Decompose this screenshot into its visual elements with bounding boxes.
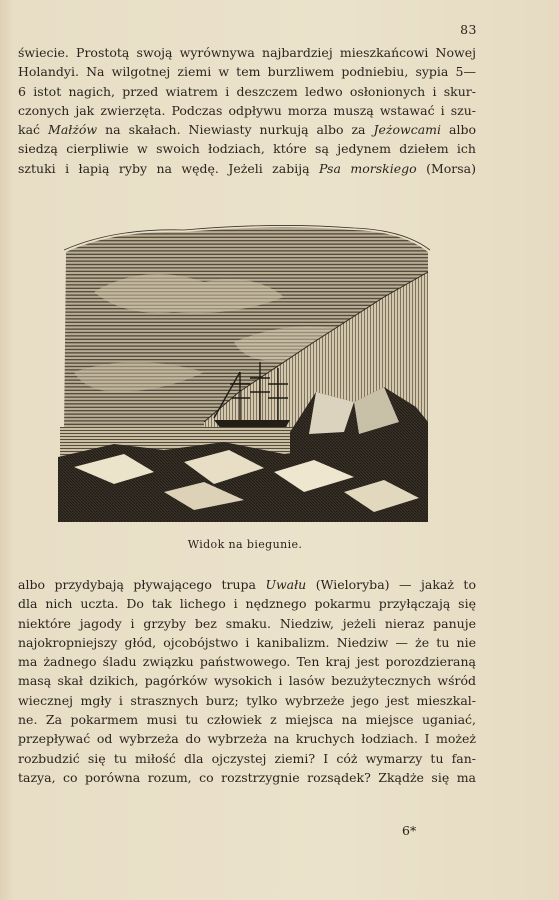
italic-term: Psa morskiego (318, 160, 417, 176)
polar-view-engraving (54, 222, 432, 524)
text-run: na skałach. Niewiasty nurkują albo za (97, 122, 374, 138)
text-run: albo (441, 122, 476, 138)
text-line (18, 614, 476, 633)
text-run: (Wieloryba) — jakaż to (306, 577, 476, 592)
italic-term: Uwału (265, 577, 307, 592)
illustration-caption: Widok na biegunie. (187, 538, 303, 551)
text-run: (Morsa) (416, 160, 476, 176)
italic-term: Małżów (48, 122, 98, 138)
text-line (18, 575, 476, 594)
text-run: masą skał dzikich, pagórków wysokich i lasów bezużytecznych wśród (18, 673, 476, 689)
text-run: 6 istot nagich, przed wiatrem i deszczem ledwo osłonionych i skur- (18, 83, 476, 99)
text-line (18, 101, 476, 120)
text-run: ne. Za pokarmem musi tu człowiek z miejsca na miejsce uganiać, (18, 712, 476, 728)
text-run: niektóre jagody i grzyby bez smaku. Niedziw, jeżeli nieraz panuje (18, 615, 476, 631)
text-run: czonych jak zwierzęta. Podczas odpływu morza muszą wstawać i szu- (18, 102, 476, 118)
text-run: wiecznej mgły i strasznych burz; tylko wybrzeże jego jest mieszkal- (18, 692, 476, 708)
text-line (18, 749, 476, 768)
text-run: tazya, co porówna rozum, co rozstrzygnie rozsądek? Zkądże się ma (18, 769, 476, 785)
text-line (18, 652, 476, 671)
text-run: kać (18, 122, 49, 138)
text-line (18, 633, 476, 652)
text-line (18, 671, 476, 690)
page-number: 83 (460, 22, 477, 37)
text-line (18, 62, 476, 81)
text-run: siedzą cierpliwie w swoich łodziach, które są jedynem dziełem ich (18, 141, 476, 157)
text-run: albo przydybają pływającego trupa (18, 577, 266, 592)
text-run: przepływać od wybrzeża do wybrzeża na kruchych łodziach. I możeż (18, 731, 476, 747)
italic-term: Jeżowcami (373, 122, 442, 138)
text-run: świecie. Prostotą swoją wyrównywa najbardziej mieszkańcowi Nowej (18, 45, 476, 60)
text-line (18, 43, 476, 62)
text-line (18, 82, 476, 101)
text-line (18, 120, 476, 139)
text-line (18, 139, 476, 158)
printer-signature: 6* (402, 823, 417, 838)
text-line (18, 710, 476, 729)
text-run: rozbudzić się tu miłość dla ojczystej ziemi? I cóż wymarzy tu fan- (18, 750, 476, 766)
text-line (18, 691, 476, 710)
paragraph-top (18, 43, 476, 178)
text-line (18, 729, 476, 748)
text-line (18, 768, 476, 787)
text-line (18, 159, 476, 178)
paragraph-bottom (18, 575, 476, 787)
text-line (18, 594, 476, 613)
text-run: najokropniejszy głód, ojcobójstwo i kanibalizm. Niedziw — że tu nie (18, 634, 476, 650)
text-run: Holandyi. Na wilgotnej ziemi w tem burzliwem podniebiu, sypia 5— (18, 64, 476, 80)
text-run: ma żadnego śladu związku państwowego. Ten kraj jest porozdzieraną (18, 654, 476, 670)
text-run: dla nich uczta. Do tak lichego i nędznego pokarmu przyłączają się (18, 596, 476, 612)
text-run: sztuki i łapią ryby na wędę. Jeżeli zabiją (18, 160, 319, 176)
